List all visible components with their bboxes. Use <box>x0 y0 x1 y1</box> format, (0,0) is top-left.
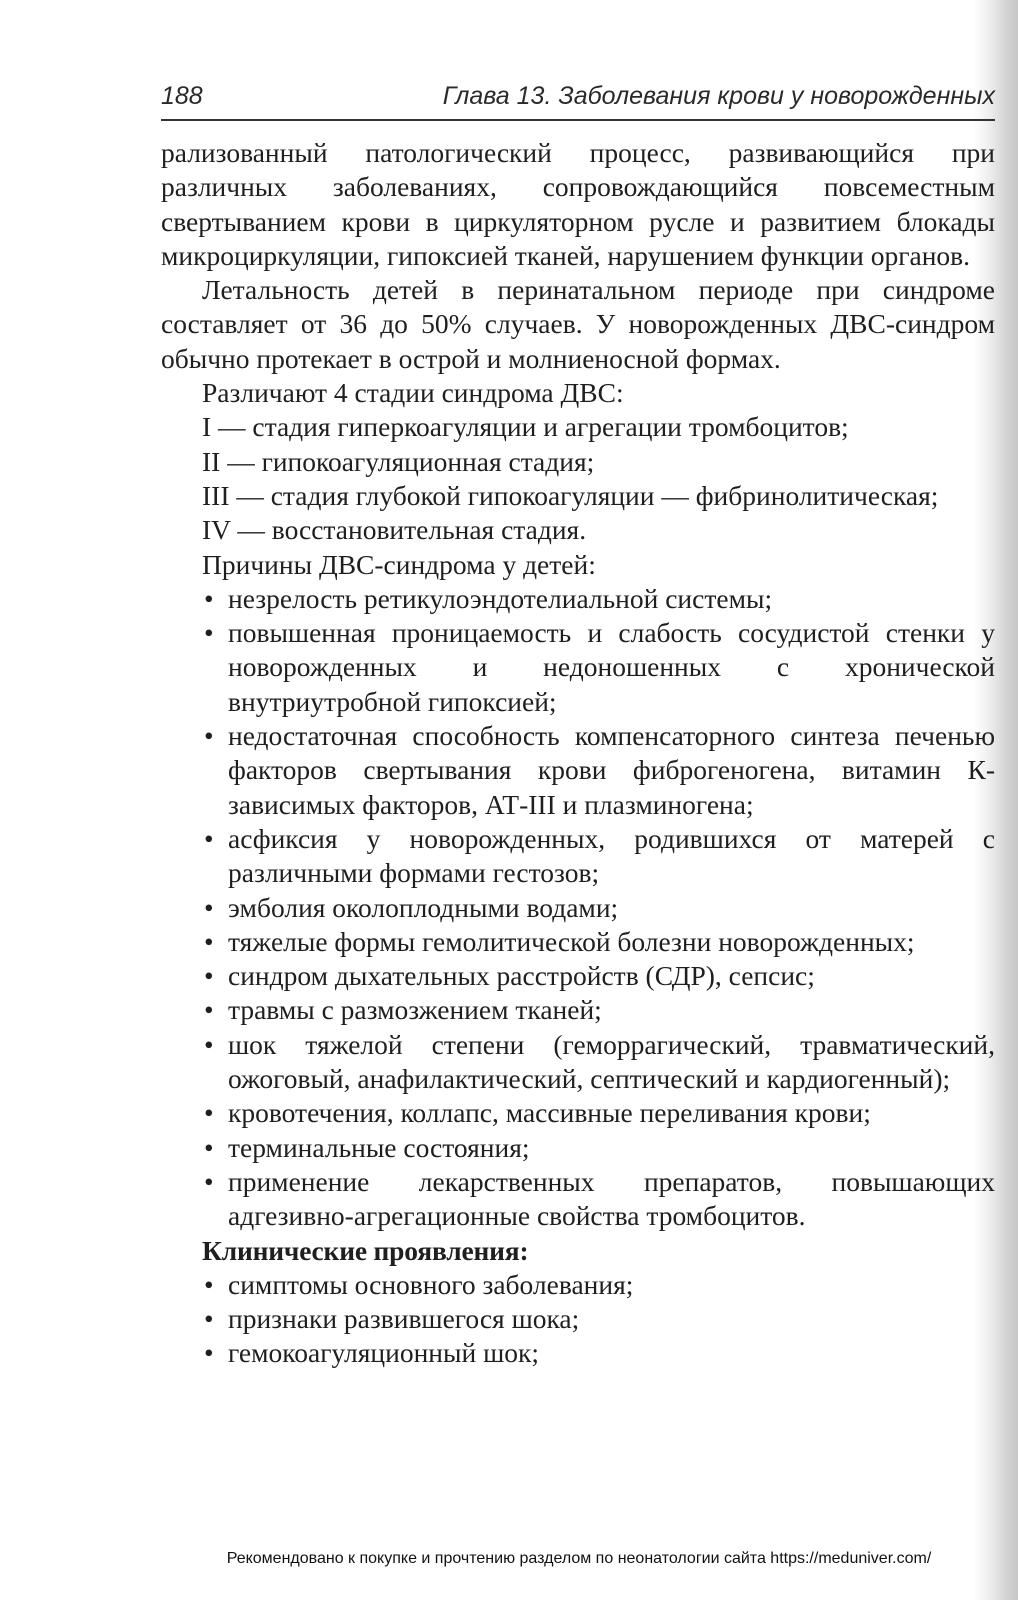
list-item-text: признаки развившегося шока; <box>228 1303 580 1335</box>
running-header <box>161 82 995 118</box>
bullet: • <box>204 891 214 923</box>
list-item-text: синдром дыхательных расстройств (СДР), сепсис; <box>228 960 815 992</box>
bullet: • <box>204 994 214 1026</box>
list-item <box>204 959 995 993</box>
bullet: • <box>204 1337 214 1369</box>
section-heading: Клинические проявления: <box>202 1234 529 1266</box>
list-item <box>204 616 995 719</box>
page-number: 188 <box>161 82 203 110</box>
list-item <box>204 1268 995 1302</box>
header-rule <box>161 119 995 121</box>
list-item-text: гемокоагуляционный шок; <box>228 1337 539 1369</box>
list-item-text: применение лекарственных препаратов, повышающих адгезивно-агрегационные свойства тромбоцитов. <box>228 1165 995 1232</box>
bullet: • <box>204 960 214 992</box>
list-item-text: травмы с размозжением тканей; <box>228 994 602 1026</box>
stage-item: II — гипокоагуляционная стадия; <box>202 445 595 477</box>
causes-intro: Причины ДВС-синдрома у детей: <box>202 548 596 580</box>
paragraph: Летальность детей в перинатальном периоде при синдроме составляет от 36 до 50% случаев. У новорожденных ДВС-синдром обычно протекает в острой и молниеносной формах. <box>161 274 995 374</box>
bullet: • <box>204 822 214 854</box>
list-item-text: эмболия околоплодными водами; <box>228 891 619 923</box>
causes-list <box>161 582 995 1234</box>
list-item <box>204 1336 995 1370</box>
bullet: • <box>204 1268 214 1300</box>
list-item-text: тяжелые формы гемолитической болезни новорожденных; <box>228 925 915 957</box>
paragraph: рализованный патологический процесс, развивающийся при различных заболеваниях, сопровождающийся повсеместным свертыванием крови в циркуляторном русле и развитием блокады микроциркуляции, гипоксией тканей, нарушением функции органов. <box>161 137 995 271</box>
bullet: • <box>204 1165 214 1197</box>
bullet: • <box>204 1131 214 1163</box>
stages-intro: Различают 4 стадии синдрома ДВС: <box>202 377 624 409</box>
bullet: • <box>204 720 214 752</box>
list-item-text: асфиксия у новорожденных, родившихся от матерей с различными формами гестозов; <box>228 822 995 889</box>
stage-item: I — стадия гиперкоагуляции и агрегации тромбоцитов; <box>202 411 849 443</box>
list-item <box>204 925 995 959</box>
list-item <box>204 891 995 925</box>
list-item-text: шок тяжелой степени (геморрагический, травматический, ожоговый, анафилактический, септический и кардиогенный); <box>228 1028 995 1095</box>
page-body <box>161 136 995 1371</box>
clinical-list <box>161 1268 995 1371</box>
list-item-text: кровотечения, коллапс, массивные переливания крови; <box>228 1097 871 1129</box>
bullet: • <box>204 582 214 614</box>
bullet: • <box>204 617 214 649</box>
bullet: • <box>204 1028 214 1060</box>
list-item-text: симптомы основного заболевания; <box>228 1268 634 1300</box>
running-title: Глава 13. Заболевания крови у новорожденных <box>442 82 995 110</box>
footer-note: Рекомендовано к покупке и прочтению разделом по неонатологии сайта https://meduniver.com/ <box>226 1550 932 1567</box>
stage-item: IV — восстановительная стадия. <box>202 514 587 546</box>
bullet: • <box>204 925 214 957</box>
list-item <box>204 582 995 616</box>
list-item <box>204 993 995 1027</box>
list-item <box>204 1096 995 1130</box>
stage-item: III — стадия глубокой гипокоагуляции — фибринолитическая; <box>202 479 939 511</box>
bullet: • <box>204 1303 214 1335</box>
list-item-text: повышенная проницаемость и слабость сосудистой стенки у новорожденных и недоношенных с хронической внутриутробной гипоксией; <box>228 617 995 717</box>
list-item <box>204 822 995 891</box>
list-item <box>204 1028 995 1097</box>
list-item <box>204 1302 995 1336</box>
list-item <box>204 1165 995 1234</box>
list-item-text: незрелость ретикулоэндотелиальной системы; <box>228 582 773 614</box>
list-item-text: недостаточная способность компенсаторного синтеза печенью факторов свертывания крови фиброгеногена, витамин К-зависимых факторов, АТ-III и плазминогена; <box>228 720 995 820</box>
list-item <box>204 719 995 822</box>
list-item-text: терминальные состояния; <box>228 1131 530 1163</box>
list-item <box>204 1131 995 1165</box>
bullet: • <box>204 1097 214 1129</box>
